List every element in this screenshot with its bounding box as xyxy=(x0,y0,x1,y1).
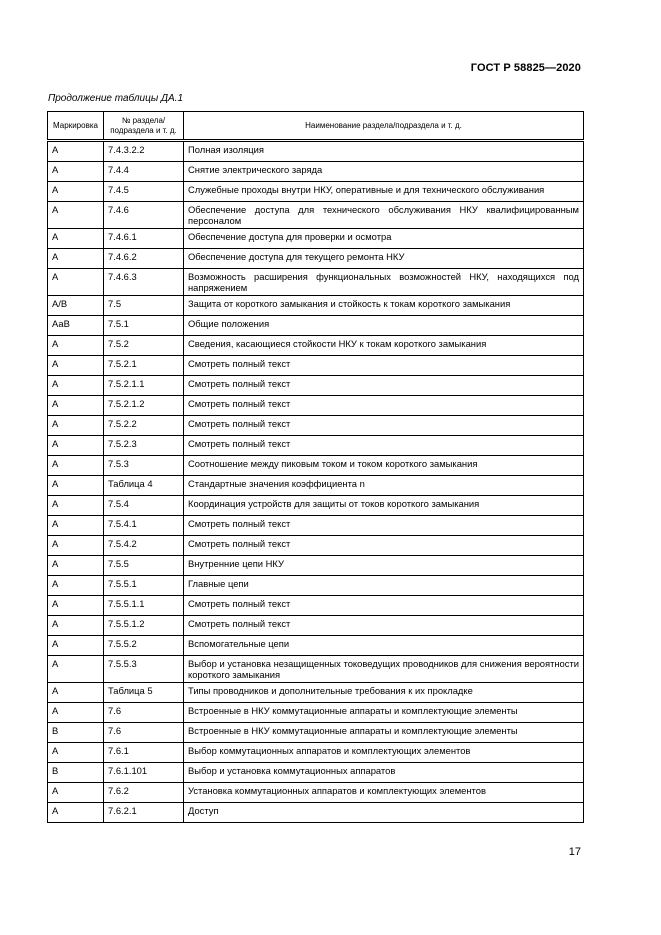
cell-section-number: 7.6.1 xyxy=(104,743,184,763)
cell-section-number: 7.5.4.2 xyxy=(104,536,184,556)
table-row xyxy=(48,576,584,596)
cell-marking: А/В xyxy=(48,296,104,316)
table-row xyxy=(48,743,584,763)
table-row xyxy=(48,316,584,336)
cell-marking: В xyxy=(48,723,104,743)
cell-section-number: 7.5.4.1 xyxy=(104,516,184,536)
cell-section-name: Смотреть полный текст xyxy=(184,396,584,416)
cell-section-number: 7.5.5.2 xyxy=(104,636,184,656)
cell-marking: А xyxy=(48,476,104,496)
cell-section-name: Защита от короткого замыкания и стойкость к токам короткого замыкания xyxy=(184,296,584,316)
cell-marking: А xyxy=(48,743,104,763)
table-row xyxy=(48,683,584,703)
table-row xyxy=(48,296,584,316)
cell-section-number: 7.5.5 xyxy=(104,556,184,576)
cell-section-number: 7.4.5 xyxy=(104,182,184,202)
cell-marking: А xyxy=(48,396,104,416)
cell-section-name: Установка коммутационных аппаратов и комплектующих элементов xyxy=(184,783,584,803)
cell-section-name: Встроенные в НКУ коммутационные аппараты и комплектующие элементы xyxy=(184,703,584,723)
cell-marking: А xyxy=(48,703,104,723)
table-row xyxy=(48,636,584,656)
table-row xyxy=(48,396,584,416)
cell-marking: А xyxy=(48,536,104,556)
table-row xyxy=(48,269,584,296)
cell-section-name: Смотреть полный текст xyxy=(184,416,584,436)
column-header-section-name: Наименование раздела/подраздела и т. д. xyxy=(184,112,584,141)
cell-section-name: Смотреть полный текст xyxy=(184,516,584,536)
cell-section-number: 7.5.5.1 xyxy=(104,576,184,596)
cell-section-number: 7.4.6.3 xyxy=(104,269,184,296)
table-row xyxy=(48,182,584,202)
cell-section-number: 7.4.6.1 xyxy=(104,229,184,249)
table-row xyxy=(48,616,584,636)
cell-section-number: 7.4.6.2 xyxy=(104,249,184,269)
table-row xyxy=(48,763,584,783)
cell-section-number: 7.5.2.1 xyxy=(104,356,184,376)
cell-marking: А xyxy=(48,556,104,576)
table-row xyxy=(48,376,584,396)
table-row xyxy=(48,703,584,723)
cell-marking: А xyxy=(48,202,104,229)
cell-section-name: Полная изоляция xyxy=(184,141,584,162)
cell-marking: АаВ xyxy=(48,316,104,336)
table-header-row xyxy=(48,112,584,141)
table-row xyxy=(48,356,584,376)
cell-section-name: Доступ xyxy=(184,803,584,823)
table-row xyxy=(48,783,584,803)
table-row xyxy=(48,596,584,616)
cell-section-name: Смотреть полный текст xyxy=(184,596,584,616)
cell-section-number: 7.4.6 xyxy=(104,202,184,229)
cell-section-name: Вспомогательные цепи xyxy=(184,636,584,656)
cell-marking: А xyxy=(48,596,104,616)
cell-section-name: Главные цепи xyxy=(184,576,584,596)
cell-marking: А xyxy=(48,436,104,456)
table-row xyxy=(48,803,584,823)
cell-marking: А xyxy=(48,162,104,182)
table-row xyxy=(48,536,584,556)
table-row xyxy=(48,656,584,683)
table-row xyxy=(48,141,584,162)
cell-section-name: Выбор и установка коммутационных аппаратов xyxy=(184,763,584,783)
cell-marking: А xyxy=(48,496,104,516)
table-row xyxy=(48,436,584,456)
cell-section-number: 7.6.2 xyxy=(104,783,184,803)
cell-marking: А xyxy=(48,141,104,162)
table-row xyxy=(48,456,584,476)
document-code: ГОСТ Р 58825—2020 xyxy=(470,62,581,74)
cell-section-name: Типы проводников и дополнительные требования к их прокладке xyxy=(184,683,584,703)
cell-section-name: Внутренние цепи НКУ xyxy=(184,556,584,576)
cell-section-name: Обеспечение доступа для проверки и осмотра xyxy=(184,229,584,249)
cell-section-number: 7.5.2 xyxy=(104,336,184,356)
table-body xyxy=(48,141,584,823)
table-row xyxy=(48,476,584,496)
cell-section-number: Таблица 4 xyxy=(104,476,184,496)
cell-marking: А xyxy=(48,376,104,396)
cell-section-number: 7.5.2.1.1 xyxy=(104,376,184,396)
table-row xyxy=(48,416,584,436)
cell-section-name: Сведения, касающиеся стойкости НКУ к токам короткого замыкания xyxy=(184,336,584,356)
cell-section-name: Обеспечение доступа для текущего ремонта НКУ xyxy=(184,249,584,269)
cell-marking: А xyxy=(48,616,104,636)
cell-marking: А xyxy=(48,229,104,249)
cell-marking: А xyxy=(48,636,104,656)
cell-section-number: 7.5.2.3 xyxy=(104,436,184,456)
cell-section-number: 7.5.5.3 xyxy=(104,656,184,683)
cell-marking: В xyxy=(48,763,104,783)
cell-section-number: 7.4.4 xyxy=(104,162,184,182)
cell-marking: А xyxy=(48,249,104,269)
cell-section-name: Обеспечение доступа для технического обслуживания НКУ квалифицированным персоналом xyxy=(184,202,584,229)
column-header-marking: Маркировка xyxy=(48,112,104,141)
cell-marking: А xyxy=(48,269,104,296)
cell-section-name: Смотреть полный текст xyxy=(184,436,584,456)
cell-section-name: Выбор коммутационных аппаратов и комплектующих элементов xyxy=(184,743,584,763)
table-row xyxy=(48,496,584,516)
cell-marking: А xyxy=(48,683,104,703)
page-number: 17 xyxy=(568,846,581,858)
cell-marking: А xyxy=(48,456,104,476)
cell-section-number: Таблица 5 xyxy=(104,683,184,703)
cell-section-number: 7.5.5.1.2 xyxy=(104,616,184,636)
table-row xyxy=(48,516,584,536)
cell-marking: А xyxy=(48,356,104,376)
cell-section-name: Возможность расширения функциональных возможностей НКУ, находящихся под напряжением xyxy=(184,269,584,296)
cell-section-number: 7.5.2.2 xyxy=(104,416,184,436)
cell-marking: А xyxy=(48,576,104,596)
table-row xyxy=(48,556,584,576)
cell-section-name: Смотреть полный текст xyxy=(184,616,584,636)
sections-table xyxy=(47,111,584,823)
cell-marking: А xyxy=(48,416,104,436)
cell-section-number: 7.5 xyxy=(104,296,184,316)
cell-section-name: Смотреть полный текст xyxy=(184,356,584,376)
cell-section-name: Служебные проходы внутри НКУ, оперативные и для технического обслуживания xyxy=(184,182,584,202)
cell-section-number: 7.6.2.1 xyxy=(104,803,184,823)
cell-section-number: 7.5.3 xyxy=(104,456,184,476)
table-row xyxy=(48,249,584,269)
table-caption: Продолжение таблицы ДА.1 xyxy=(48,93,184,104)
table-row xyxy=(48,202,584,229)
cell-section-name: Смотреть полный текст xyxy=(184,376,584,396)
cell-marking: А xyxy=(48,656,104,683)
cell-marking: А xyxy=(48,336,104,356)
table-row xyxy=(48,229,584,249)
cell-marking: А xyxy=(48,516,104,536)
table-row xyxy=(48,162,584,182)
cell-section-name: Координация устройств для защиты от токов короткого замыкания xyxy=(184,496,584,516)
column-header-section-number: № раздела/ подраздела и т. д. xyxy=(104,112,184,141)
cell-marking: А xyxy=(48,803,104,823)
cell-section-number: 7.5.4 xyxy=(104,496,184,516)
table-row xyxy=(48,336,584,356)
cell-marking: А xyxy=(48,182,104,202)
cell-section-name: Снятие электрического заряда xyxy=(184,162,584,182)
cell-section-number: 7.5.2.1.2 xyxy=(104,396,184,416)
cell-section-number: 7.5.5.1.1 xyxy=(104,596,184,616)
cell-marking: А xyxy=(48,783,104,803)
cell-section-number: 7.5.1 xyxy=(104,316,184,336)
cell-section-name: Смотреть полный текст xyxy=(184,536,584,556)
cell-section-number: 7.6.1.101 xyxy=(104,763,184,783)
cell-section-name: Встроенные в НКУ коммутационные аппараты и комплектующие элементы xyxy=(184,723,584,743)
cell-section-name: Стандартные значения коэффициента n xyxy=(184,476,584,496)
cell-section-number: 7.6 xyxy=(104,703,184,723)
cell-section-number: 7.4.3.2.2 xyxy=(104,141,184,162)
cell-section-name: Выбор и установка незащищенных токоведущих проводников для снижения вероятности короткого замыкания xyxy=(184,656,584,683)
cell-section-number: 7.6 xyxy=(104,723,184,743)
table-row xyxy=(48,723,584,743)
cell-section-name: Соотношение между пиковым током и током короткого замыкания xyxy=(184,456,584,476)
cell-section-name: Общие положения xyxy=(184,316,584,336)
